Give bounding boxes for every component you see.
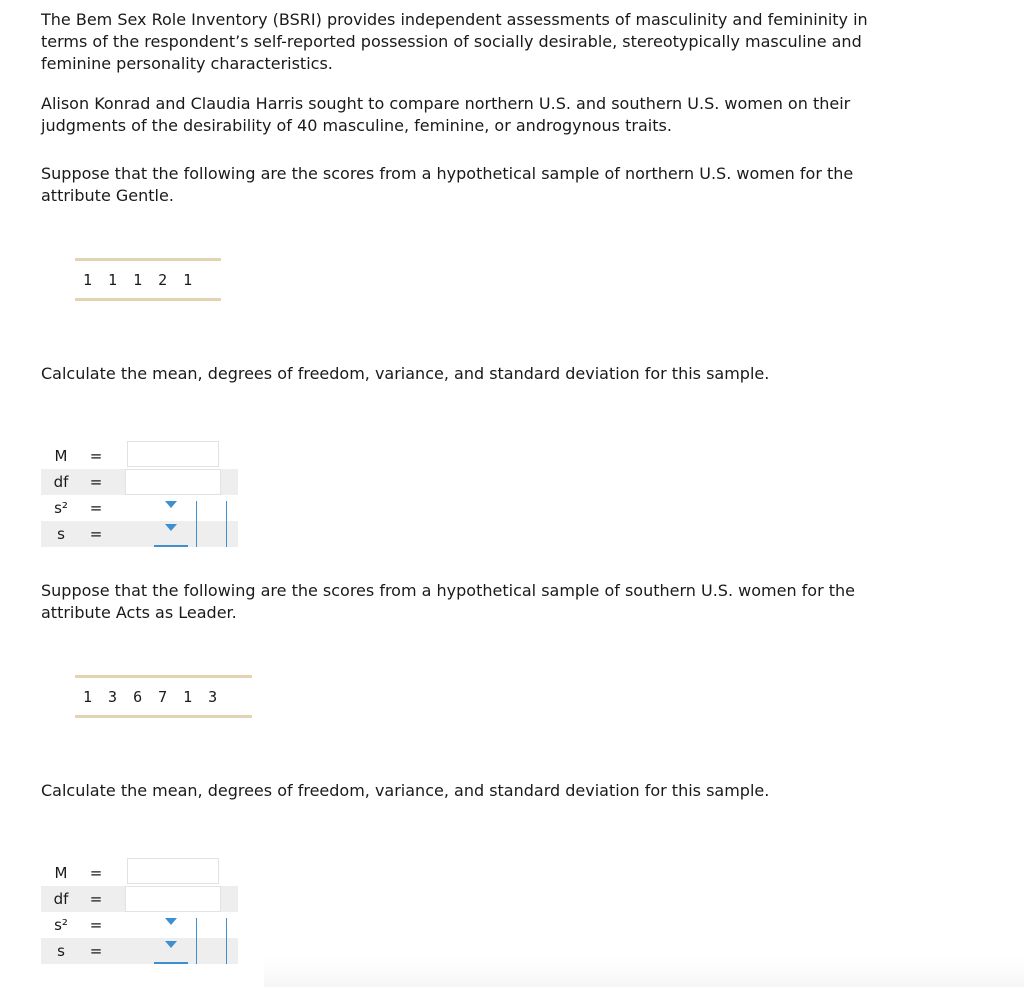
sample1-answer-grid xyxy=(41,443,238,547)
variance-row xyxy=(41,912,238,938)
chevron-down-icon xyxy=(165,501,177,508)
score-cell: 7 xyxy=(158,687,168,706)
variance-dropdown[interactable] xyxy=(154,501,188,521)
score-cell: 1 xyxy=(183,687,193,706)
df-label: df xyxy=(53,890,69,908)
variance-label: s² xyxy=(54,916,68,934)
mean-input[interactable] xyxy=(127,441,219,467)
variance-label: s² xyxy=(54,499,68,517)
sd-label: s xyxy=(57,525,65,543)
sample2-prompt: Suppose that the following are the scores from a hypothetical sample of southern U.S. women for the attribute Acts as Leader. xyxy=(41,581,856,622)
score-cell: 3 xyxy=(208,687,218,706)
sd-row xyxy=(41,938,238,964)
chevron-down-icon xyxy=(165,918,177,925)
mean-row xyxy=(41,860,238,886)
sample1-prompt: Suppose that the following are the scores from a hypothetical sample of northern U.S. women for the attribute Gentle. xyxy=(41,164,854,205)
sd-label: s xyxy=(57,942,65,960)
mean-label: M xyxy=(54,864,68,882)
chevron-down-icon xyxy=(165,524,177,531)
score-cell: 1 xyxy=(83,270,93,289)
mean-input[interactable] xyxy=(127,858,219,884)
score-cell: 1 xyxy=(83,687,93,706)
dropdown-left-edge xyxy=(196,501,197,547)
equals-sign: = xyxy=(89,942,103,960)
chevron-down-icon xyxy=(165,941,177,948)
equals-sign: = xyxy=(89,525,103,543)
equals-sign: = xyxy=(89,499,103,517)
mean-label: M xyxy=(54,447,68,465)
score-cell: 1 xyxy=(183,270,193,289)
df-row xyxy=(41,469,238,495)
equals-sign: = xyxy=(89,447,103,465)
dropdown-right-edge xyxy=(226,501,227,547)
variance-row xyxy=(41,495,238,521)
bottom-shadow xyxy=(264,957,1024,987)
sample1-scores-table xyxy=(75,258,221,301)
equals-sign: = xyxy=(89,473,103,491)
sd-dropdown[interactable] xyxy=(154,941,188,961)
sample1-instruction: Calculate the mean, degrees of freedom, variance, and standard deviation for this sample. xyxy=(41,364,770,383)
df-input[interactable] xyxy=(125,886,221,912)
sd-row xyxy=(41,521,238,547)
df-row xyxy=(41,886,238,912)
equals-sign: = xyxy=(89,916,103,934)
score-cell: 2 xyxy=(158,270,168,289)
intro-paragraph-2: Alison Konrad and Claudia Harris sought to compare northern U.S. and southern U.S. women on their judgments of the desirability of 40 masculine, feminine, or androgynous traits. xyxy=(41,94,851,135)
dropdown-right-edge xyxy=(226,918,227,964)
equals-sign: = xyxy=(89,864,103,882)
df-input[interactable] xyxy=(125,469,221,495)
dropdown-underline xyxy=(154,962,188,964)
df-label: df xyxy=(53,473,69,491)
dropdown-underline xyxy=(154,545,188,547)
intro-paragraph-1: The Bem Sex Role Inventory (BSRI) provides independent assessments of masculinity and femininity in terms of the respondent’s self-reported possession of socially desirable, stereotypically masculine and feminine personality characteristics. xyxy=(41,10,868,73)
dropdown-left-edge xyxy=(196,918,197,964)
score-cell: 1 xyxy=(133,270,143,289)
equals-sign: = xyxy=(89,890,103,908)
sample2-scores-table xyxy=(75,675,252,718)
score-cell: 6 xyxy=(133,687,143,706)
score-cell: 1 xyxy=(108,270,118,289)
score-cell: 3 xyxy=(108,687,118,706)
sample2-answer-grid xyxy=(41,860,238,964)
sd-dropdown[interactable] xyxy=(154,524,188,544)
sample2-instruction: Calculate the mean, degrees of freedom, variance, and standard deviation for this sample. xyxy=(41,781,770,800)
mean-row xyxy=(41,443,238,469)
variance-dropdown[interactable] xyxy=(154,918,188,938)
